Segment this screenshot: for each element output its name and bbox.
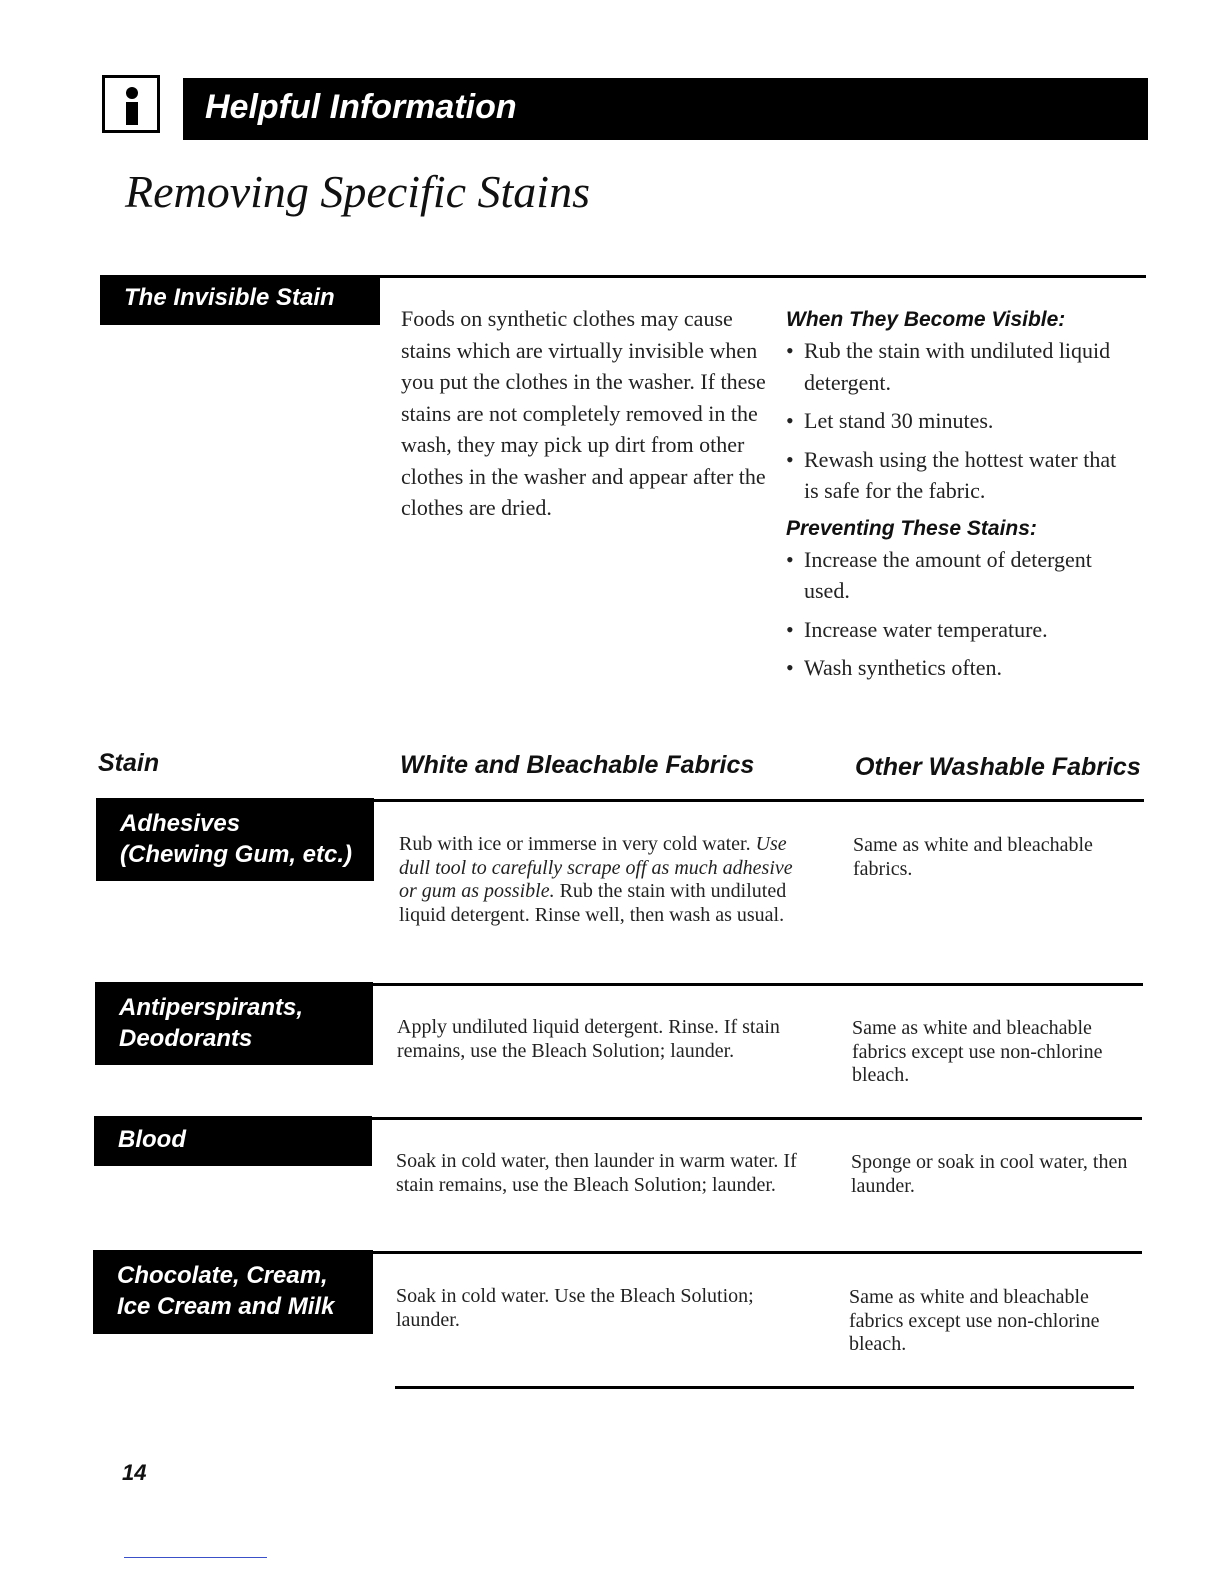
stain-label-line: Chocolate, Cream, (117, 1262, 328, 1289)
invisible-stain-label: The Invisible Stain (100, 275, 380, 325)
row-rule (373, 1251, 1142, 1254)
info-icon (102, 75, 160, 133)
list-item: • Rewash using the hottest water that is safe for the fabric. (786, 444, 1131, 507)
stain-label-adhesives (96, 798, 374, 881)
stain-label-chocolate (93, 1250, 373, 1334)
stain-label-line: Deodorants (119, 1025, 253, 1052)
stain-label-line: (Chewing Gum, etc.) (120, 841, 353, 868)
column-header-other: Other Washable Fabrics (855, 753, 1141, 781)
preventing-heading: Preventing These Stains: (786, 516, 1037, 540)
visible-heading: When They Become Visible: (786, 308, 1066, 331)
invisible-stain-tips (786, 305, 1131, 691)
column-header-white: White and Bleachable Fabrics (400, 751, 755, 779)
stain-label-line: Adhesives (120, 810, 241, 837)
section-header: Helpful Information (183, 78, 1148, 140)
invisible-stain-description: Foods on synthetic clothes may cause stains which are virtually invisible when you put the clothes in the washer. If these stains are not completely removed in the wash, they may pick up dirt from other clothes in the washer and appear after the clothes are dried. (401, 306, 766, 520)
row-rule (373, 983, 1143, 986)
section-rule (380, 275, 1146, 278)
other-cell: Same as white and bleachable fabrics except use non-chlorine bleach. (849, 1286, 1100, 1355)
stain-label-line: Ice Cream and Milk (117, 1293, 335, 1320)
list-item: • Increase water temperature. (786, 614, 1131, 646)
white-cell: Soak in cold water, then launder in warm water. If stain remains, use the Bleach Solution; launder. (396, 1150, 797, 1196)
white-cell: Rub with ice or immerse in very cold water. Use dull tool to carefully scrape off as much adhesive or gum as possible. Rub the stain with undiluted liquid detergent. Rinse well, then wash as usual. (399, 833, 793, 926)
stain-label-line: Antiperspirants, (119, 994, 304, 1021)
row-rule (372, 1117, 1142, 1120)
page-title: Removing Specific Stains (125, 166, 590, 217)
list-item: • Increase the amount of detergent used. (786, 544, 1131, 607)
white-cell: Soak in cold water. Use the Bleach Solution; launder. (396, 1285, 754, 1331)
column-header-stain: Stain (98, 749, 160, 777)
stain-label-line: Blood (118, 1126, 186, 1153)
other-cell: Sponge or soak in cool water, then launder. (851, 1151, 1128, 1197)
table-bottom-rule (395, 1386, 1134, 1389)
page-number: 14 (122, 1460, 147, 1485)
info-icon-bar (126, 102, 138, 125)
footer-line (124, 1557, 267, 1558)
list-item: • Let stand 30 minutes. (786, 405, 1131, 437)
list-item: • Wash synthetics often. (786, 652, 1131, 684)
stain-label-antiperspirants (95, 982, 373, 1065)
other-cell: Same as white and bleachable fabrics. (853, 834, 1093, 880)
visible-list (786, 335, 1131, 507)
other-cell: Same as white and bleachable fabrics except use non-chlorine bleach. (852, 1017, 1103, 1086)
row-rule (374, 799, 1144, 802)
stain-label-blood (94, 1116, 372, 1166)
preventing-list (786, 544, 1131, 684)
white-cell: Apply undiluted liquid detergent. Rinse. If stain remains, use the Bleach Solution; launder. (397, 1016, 780, 1062)
list-item: • Rub the stain with undiluted liquid detergent. (786, 335, 1131, 398)
info-icon-dot (126, 87, 138, 99)
